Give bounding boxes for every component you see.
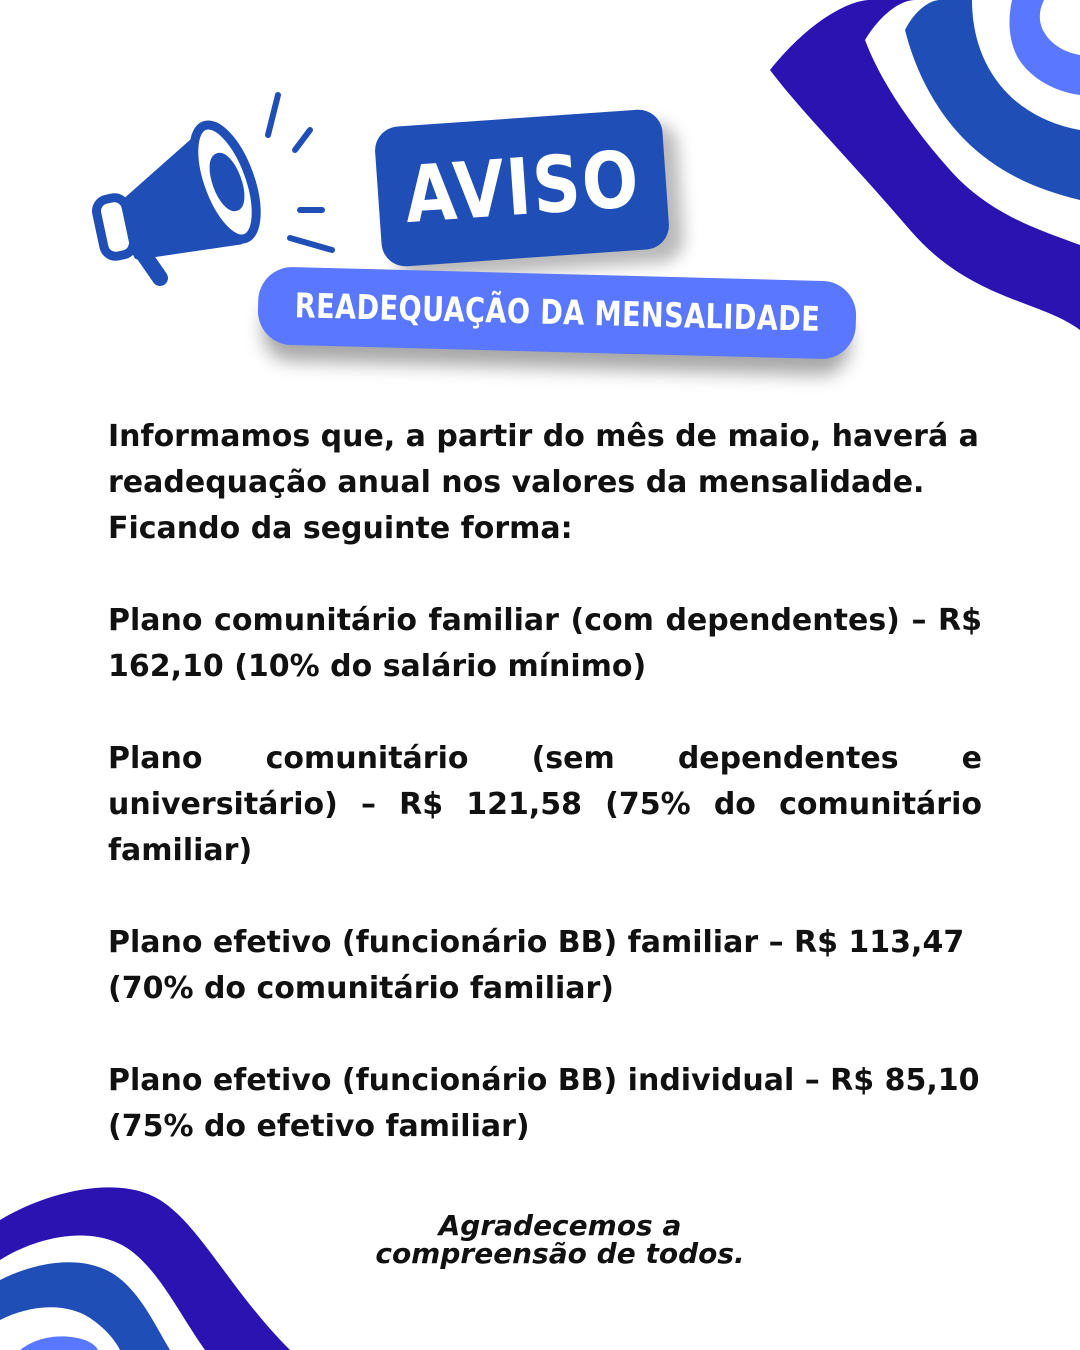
page-title: AVISO <box>401 134 643 242</box>
intro-paragraph: Informamos que, a partir do mês de maio, haverá a readequação anual nos valores da mensalidade. Ficando da seguinte forma: <box>108 419 979 546</box>
decorative-waves-bottom-left <box>0 1180 300 1350</box>
subtitle-banner <box>257 266 857 360</box>
megaphone-icon <box>90 90 350 290</box>
plan-item: Plano efetivo (funcionário BB) individual – R$ 85,10 (75% do efetivo familiar) <box>108 1063 980 1144</box>
thanks-line-1: Agradecemos a <box>438 1209 682 1242</box>
aviso-badge <box>373 108 670 268</box>
subtitle-box <box>257 266 857 360</box>
thanks-line-2: compreensão de todos. <box>375 1237 745 1270</box>
thanks-message <box>300 1209 820 1270</box>
page-subtitle: READEQUAÇÃO DA MENSALIDADE <box>293 286 821 340</box>
announcement-body <box>108 414 982 1196</box>
plan-item: Plano comunitário (sem dependentes e universitário) – R$ 121,58 (75% do comunitário familiar) <box>108 741 982 868</box>
plan-item: Plano efetivo (funcionário BB) familiar – R$ 113,47 (70% do comunitário familiar) <box>108 925 965 1006</box>
plan-item: Plano comunitário familiar (com dependentes) – R$ 162,10 (10% do salário mínimo) <box>108 603 982 684</box>
aviso-box <box>373 108 670 268</box>
